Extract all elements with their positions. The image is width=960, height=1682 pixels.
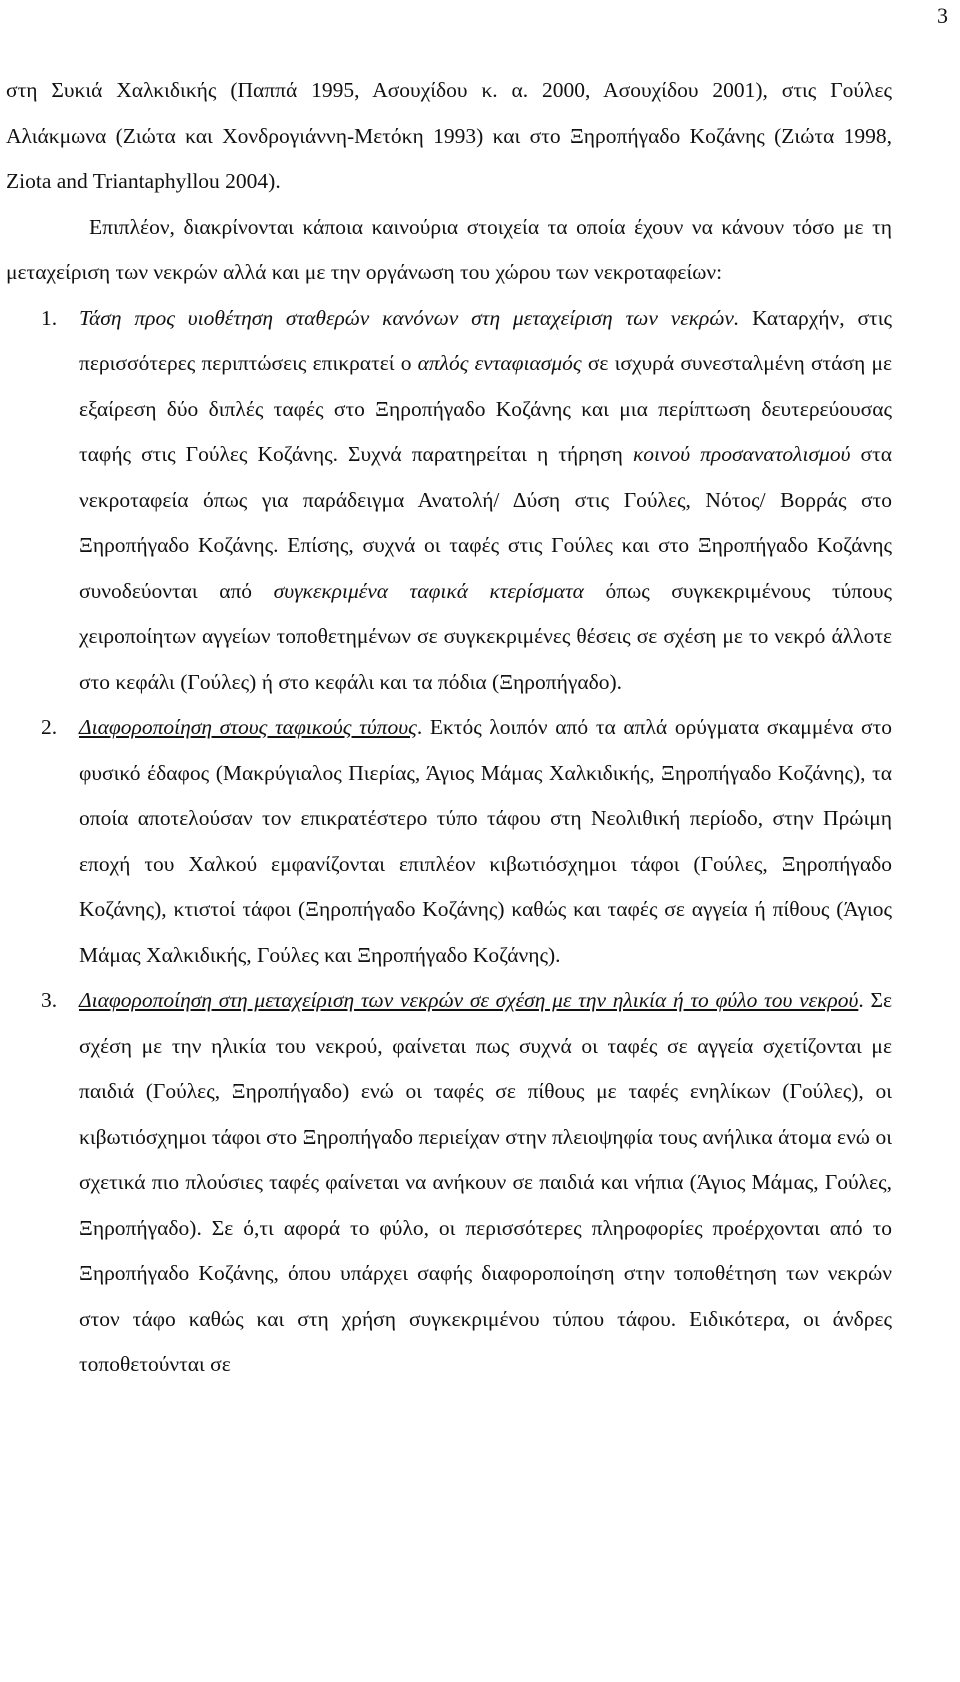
list-item-text: Καταρχήν, στις περισσότερες περιπτώσεις επικρατεί ο	[79, 305, 892, 375]
intro-paragraph: στη Συκιά Χαλκιδικής (Παππά 1995, Ασουχίδου κ. α. 2000, Ασουχίδου 2001), στις Γούλες Αλιάκμωνα (Ζιώτα και Χονδρογιάννη-Μετόκη 1993) και στο Ξηροπήγαδο Κοζάνης (Ζιώτα 1998, Ziota and Triantaphyllou 2004).	[6, 78, 892, 193]
list-item-heading: Διαφοροποίηση στη μεταχείριση των νεκρών σε σχέση με την ηλικία ή το φύλο του νεκρού	[79, 988, 859, 1012]
emphasis-text: κοινού προσανατολισμού	[632, 442, 851, 466]
list-item-1	[41, 296, 892, 706]
list-item-body	[79, 978, 892, 1388]
paragraph-new-elements: Επιπλέον, διακρίνονται κάποια καινούρια στοιχεία τα οποία έχουν να κάνουν τόσο με τη μεταχείριση των νεκρών αλλά και με την οργάνωση του χώρου των νεκροταφείων:	[6, 214, 892, 284]
list-item-number: 1.	[41, 305, 58, 330]
list-item-number: 3.	[41, 988, 58, 1012]
list-item-number: 2.	[41, 715, 58, 739]
emphasis-text: συγκεκριμένα ταφικά κτερίσματα	[273, 578, 584, 603]
list-item-text: . Εκτός λοιπόν από τα απλά ορύγματα σκαμμένα στο φυσικό έδαφος (Μακρύγιαλος Πιερίας, Άγιος Μάμας Χαλκιδικής, Ξηροπήγαδο Κοζάνης), τα οποία αποτελούσαν τον επικρατέστερο τύπο τάφου στη Νεολιθική περίοδο, στην Πρώιμη εποχή του Χαλκού εμφανίζονται επιπλέον κιβωτιόσχημοι τάφοι (Γούλες, Ξηροπήγαδο Κοζάνης), κτιστοί τάφοι (Ξηροπήγαδο Κοζάνης) καθώς και ταφές σε αγγεία ή πίθους (Άγιος Μάμας Χαλκιδικής, Γούλες και Ξηροπήγαδο Κοζάνης).	[79, 715, 892, 967]
list-item-text: σε ισχυρά συνεσταλμένη στάση με εξαίρεση δύο διπλές ταφές στο Ξηροπήγαδο Κοζάνης και μια περίπτωση δευτερεύουσας ταφής στις Γούλες Κοζάνης. Συχνά παρατηρείται η τήρηση	[79, 351, 892, 466]
page-number: 3	[937, 3, 948, 28]
list-item-text: στα νεκροταφεία όπως για παράδειγμα Ανατολή/ Δύση στις Γούλες, Νότος/ Βορράς στο Ξηροπήγαδο Κοζάνης. Επίσης, συχνά οι ταφές στις Γούλες και στο Ξηροπήγαδο Κοζάνης συνοδεύονται από	[79, 442, 892, 603]
list-item-heading: Τάση προς υιοθέτηση σταθερών κανόνων στη μεταχείριση των νεκρών.	[79, 305, 740, 330]
list-item-body	[79, 296, 892, 706]
list-item-body	[79, 705, 892, 978]
list-item-3	[41, 978, 892, 1388]
document-body	[6, 68, 892, 1388]
emphasis-text: απλός ενταφιασμός	[417, 351, 582, 375]
list-item-text: όπως συγκεκριμένους τύπους χειροποίητων αγγείων τοποθετημένων σε συγκεκριμένες θέσεις σε σχέση με το νεκρό άλλοτε στο κεφάλι (Γούλες) ή στο κεφάλι και τα πόδια (Ξηροπήγαδο).	[79, 578, 893, 694]
list-item-text: . Σε σχέση με την ηλικία του νεκρού, φαίνεται πως συχνά οι ταφές σε αγγεία σχετίζονται με παιδιά (Γούλες, Ξηροπήγαδο) ενώ οι ταφές σε πίθους με ταφές ενηλίκων (Γούλες), οι κιβωτιόσχημοι τάφοι στο Ξηροπήγαδο περιείχαν στην πλειοψηφία τους ανήλικα άτομα ενώ οι σχετικά πιο πλούσιες ταφές φαίνεται να ανήκουν σε παιδιά και νήπια (Άγιος Μάμας, Γούλες, Ξηροπήγαδο). Σε ό,τι αφορά το φύλο, οι περισσότερες πληροφορίες προέρχονται από το Ξηροπήγαδο Κοζάνης, όπου υπάρχει σαφής διαφοροποίηση στην τοποθέτηση των νεκρών στον τάφο καθώς και στη χρήση συγκεκριμένου τύπου τάφου. Ειδικότερα, οι άνδρες τοποθετούνται σε	[79, 988, 892, 1376]
list-item-heading: Διαφοροποίηση στους ταφικούς τύπους	[79, 715, 417, 739]
list-item-2	[41, 705, 892, 978]
